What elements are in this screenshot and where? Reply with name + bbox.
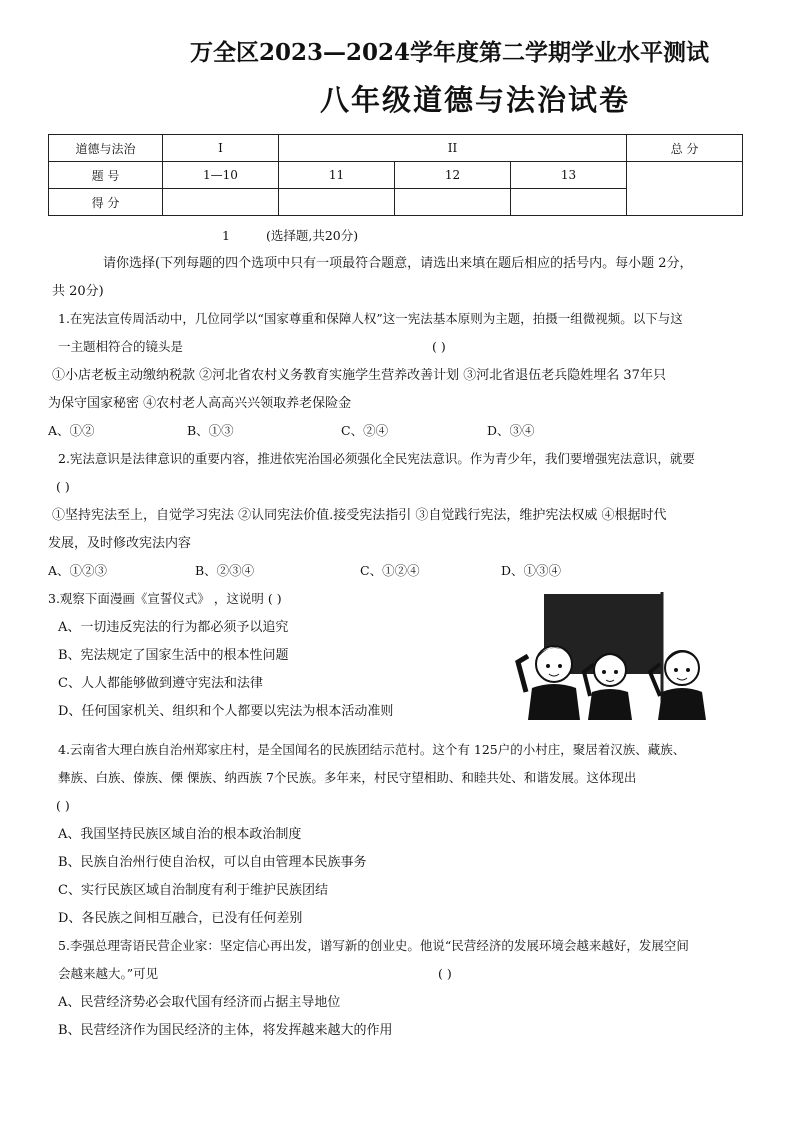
total-score-header: 总 分: [626, 135, 742, 162]
q4-option-c[interactable]: C、实行民族区域自治制度有利于维护民族团结: [58, 883, 328, 898]
q1-option-c[interactable]: C、②④: [341, 423, 389, 438]
q2-items-line2: 发展，及时修改宪法内容: [48, 536, 192, 551]
section-number: 1: [222, 228, 230, 243]
question-12: 12: [394, 162, 510, 189]
q5-option-b[interactable]: B、民营经济作为国民经济的主体，将发挥越来越大的作用: [58, 1023, 393, 1038]
score-cell[interactable]: [162, 189, 278, 216]
q3-option-d[interactable]: D、任何国家机关、组织和个人都要以宪法为根本活动准则: [58, 704, 394, 719]
oath-ceremony-cartoon: [514, 592, 714, 720]
score-cell[interactable]: [510, 189, 626, 216]
q2-option-a[interactable]: A、①②③: [48, 563, 108, 578]
table-row: [49, 135, 743, 162]
score-cell[interactable]: [394, 189, 510, 216]
q4-option-d[interactable]: D、各民族之间相互融合，已没有任何差别: [58, 911, 303, 926]
q4-stem-line1: 4.云南省大理白族自治州郑家庄村，是全国闻名的民族团结示范村。这个有 125户的小村庄，聚居着汉族、藏族、: [58, 742, 686, 757]
q2-option-d[interactable]: D、①③④: [501, 563, 562, 578]
q1-items-line2: 为保守国家秘密 ④农村老人高高兴兴领取养老保险金: [48, 396, 352, 411]
q5-stem-line2: 会越来越大。”可见: [58, 966, 159, 981]
table-row: [49, 162, 743, 189]
q4-answer-paren[interactable]: ( ): [56, 798, 70, 813]
q2-option-c[interactable]: C、①②④: [360, 563, 420, 578]
q3-option-c[interactable]: C、人人都能够做到遵守宪法和法律: [58, 676, 263, 691]
q4-stem-line2: 彝族、白族、傣族、傈 傈族、纳西族 7个民族。多年来，村民守望相助、和睦共处、和谐发展。这体现出: [58, 770, 637, 785]
q4-option-a[interactable]: A、我国坚持民族区域自治的根本政治制度: [58, 827, 302, 842]
score-table: [48, 134, 743, 216]
q5-option-a[interactable]: A、民营经济势必会取代国有经济而占据主导地位: [58, 995, 341, 1010]
q5-answer-paren[interactable]: ( ): [438, 966, 452, 981]
q3-option-b[interactable]: B、宪法规定了国家生活中的根本性问题: [58, 648, 289, 663]
question-13: 13: [510, 162, 626, 189]
q5-stem-line1: 5.李强总理寄语民营企业家：坚定信心再出发，谱写新的创业史。他说“民营经济的发展环境会越来越好，发展空间: [58, 938, 689, 953]
q1-stem-line1: 1.在宪法宣传周活动中，几位同学以“国家尊重和保障人权”这一宪法基本原则为主题，拍摄一组微视频。以下与这: [58, 311, 683, 326]
q1-answer-paren[interactable]: ( ): [432, 339, 446, 354]
question-range-1-10: 1—10: [162, 162, 278, 189]
q2-stem-line1: 2.宪法意识是法律意识的重要内容，推进依宪治国必须强化全民宪法意识。作为青少年，我们要增强宪法意识，就要: [58, 451, 695, 466]
q1-items-line1: ①小店老板主动缴纳税款 ②河北省农村义务教育实施学生营养改善计划 ③河北省退伍老兵隐姓埋名 37年只: [52, 368, 666, 383]
question-11: 11: [278, 162, 394, 189]
q2-answer-paren[interactable]: ( ): [56, 479, 70, 494]
score-label: 得 分: [49, 189, 163, 216]
instruction-line2: 共 20分): [52, 284, 104, 299]
question-number-label: 题 号: [49, 162, 163, 189]
q1-stem-line2: 一主题相符合的镜头是: [58, 339, 184, 354]
q1-option-d[interactable]: D、③④: [487, 423, 535, 438]
q4-option-b[interactable]: B、民族自治州行使自治权，可以自由管理本民族事务: [58, 855, 367, 870]
q2-option-b[interactable]: B、②③④: [195, 563, 255, 578]
part-two-header: II: [278, 135, 626, 162]
subject-cell: 道德与法治: [49, 135, 163, 162]
part-one-header: I: [162, 135, 278, 162]
score-cell[interactable]: [278, 189, 394, 216]
exam-title-line1: 万全区2023—2024学年度第二学期学业水平测试: [190, 39, 710, 66]
section-label: (选择题,共20分): [266, 228, 359, 243]
q3-stem: 3.观察下面漫画《宣誓仪式》 ，这说明 ( ): [48, 591, 282, 606]
total-score-cell[interactable]: [626, 162, 742, 216]
q1-option-a[interactable]: A、①②: [48, 423, 95, 438]
q1-option-b[interactable]: B、①③: [187, 423, 234, 438]
exam-title-line2: 八年级道德与法治试卷: [320, 83, 631, 117]
q2-items-line1: ①坚持宪法至上，自觉学习宪法 ②认同宪法价值.接受宪法指引 ③自觉践行宪法，维护宪法权威 ④根据时代: [52, 508, 667, 523]
instruction-line1: 请你选择(下列每题的四个选项中只有一项最符合题意，请选出来填在题后相应的括号内。每小题 2分，: [103, 256, 693, 271]
q3-option-a[interactable]: A、一切违反宪法的行为都必须予以追究: [58, 620, 289, 635]
